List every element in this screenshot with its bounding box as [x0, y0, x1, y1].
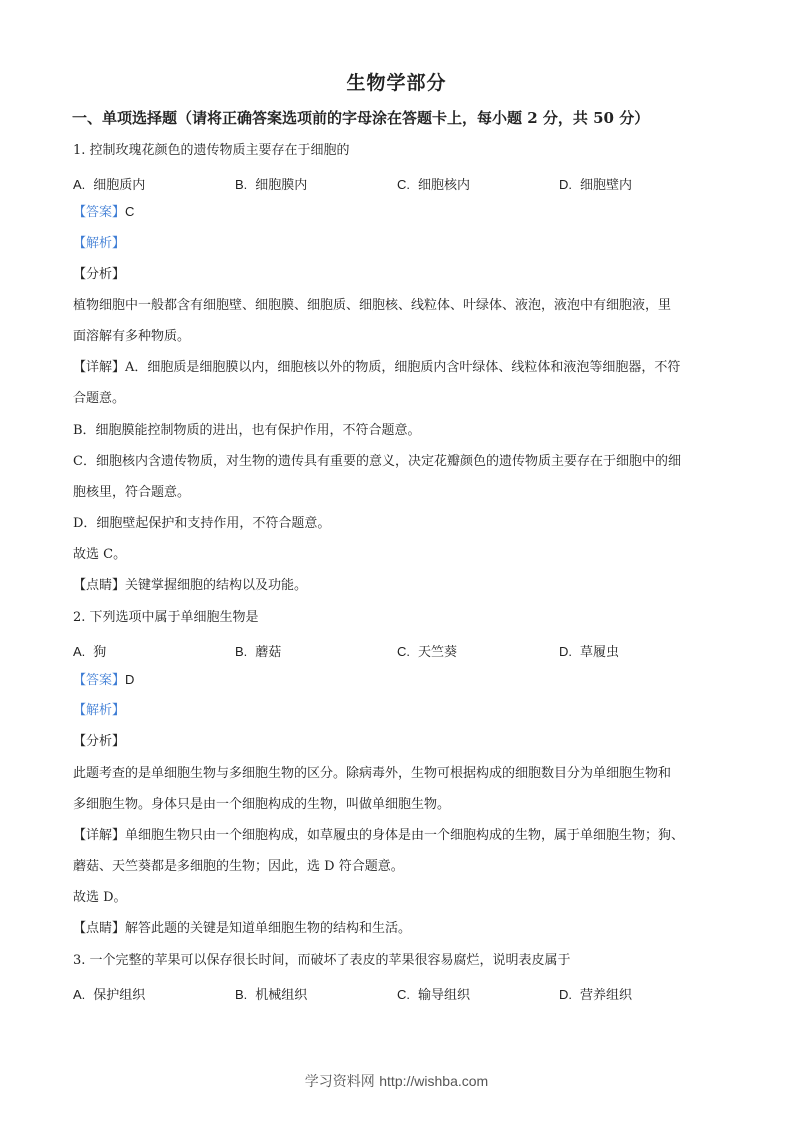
- q1-detail-line-5: 胞核里，符合题意。: [73, 485, 191, 500]
- q1-answer: 【答案】C: [73, 204, 135, 220]
- q3-option-a: A. 保护组织: [73, 987, 146, 1003]
- q2-option-d: D. 草履虫: [559, 644, 620, 660]
- q3-options: [73, 984, 723, 1002]
- q3-stem: 3. 一个完整的苹果可以保存很长时间，而破坏了表皮的苹果很容易腐烂，说明表皮属于: [73, 953, 571, 968]
- footer-url[interactable]: http://wishba.com: [379, 1073, 489, 1089]
- q3-option-c: C. 输导组织: [397, 987, 471, 1003]
- q2-option-b: B. 蘑菇: [235, 644, 282, 660]
- q2-key-point: 【点睛】解答此题的关键是知道单细胞生物的结构和生活。: [73, 921, 412, 936]
- q2-option-c: C. 天竺葵: [397, 644, 458, 660]
- q1-detail-line-3: B．细胞膜能控制物质的进出，也有保护作用，不符合题意。: [73, 423, 421, 438]
- q1-fenxi-tag: 【分析】: [73, 267, 126, 282]
- q1-detail-line-2: 合题意。: [73, 391, 126, 406]
- q1-fenxi-line-1: 植物细胞中一般都含有细胞壁、细胞膜、细胞质、细胞核、线粒体、叶绿体、液泡，液泡中有细胞液，里: [73, 298, 672, 313]
- q3-option-b: B. 机械组织: [235, 987, 308, 1003]
- q2-fenxi-tag: 【分析】: [73, 734, 126, 749]
- q3-option-d: D. 营养组织: [559, 987, 633, 1003]
- q1-key-point: 【点睛】关键掌握细胞的结构以及功能。: [73, 578, 308, 593]
- q2-detail-line-2: 蘑菇、天竺葵都是多细胞的生物；因此，选 D 符合题意。: [73, 859, 404, 874]
- q1-detail-line-6: D．细胞壁起保护和支持作用，不符合题意。: [73, 516, 331, 531]
- q2-fenxi-line-2: 多细胞生物。身体只是由一个细胞构成的生物，叫做单细胞生物。: [73, 797, 451, 812]
- q2-option-a: A. 狗: [73, 644, 107, 660]
- q1-option-a: A. 细胞质内: [73, 177, 146, 193]
- q1-detail-line-4: C．细胞核内含遗传物质，对生物的遗传具有重要的意义，决定花瓣颜色的遗传物质主要存在于细胞中的细: [73, 454, 681, 469]
- q2-answer: 【答案】D: [73, 672, 135, 688]
- q2-stem: 2. 下列选项中属于单细胞生物是: [73, 610, 259, 625]
- section-heading: 一、单项选择题（请将正确答案选项前的字母涂在答题卡上，每小题 2 分，共 50 分）: [72, 109, 650, 127]
- q1-jiexi-tag: 【解析】: [73, 236, 126, 251]
- page-footer: [0, 1071, 793, 1091]
- q1-detail-line-1: 【详解】A．细胞质是细胞膜以内，细胞核以外的物质，细胞质内含叶绿体、线粒体和液泡等细胞器，不符: [73, 360, 681, 375]
- q1-option-b: B. 细胞膜内: [235, 177, 308, 193]
- q2-detail-line-1: 【详解】单细胞生物只由一个细胞构成，如草履虫的身体是由一个细胞构成的生物，属于单细胞生物；狗、: [73, 828, 685, 843]
- q1-option-c: C. 细胞核内: [397, 177, 471, 193]
- q2-conclusion: 故选 D。: [73, 890, 127, 905]
- q1-option-d: D. 细胞壁内: [559, 177, 633, 193]
- q1-options: [73, 174, 723, 192]
- page-title: 生物学部分: [346, 72, 447, 94]
- q2-fenxi-line-1: 此题考查的是单细胞生物与多细胞生物的区分。除病毒外，生物可根据构成的细胞数目分为单细胞生物和: [73, 766, 672, 781]
- footer-site-name: 学习资料网: [304, 1074, 375, 1090]
- q1-stem: 1. 控制玫瑰花颜色的遗传物质主要存在于细胞的: [73, 143, 350, 158]
- q1-fenxi-line-2: 面溶解有多种物质。: [73, 329, 191, 344]
- q2-jiexi-tag: 【解析】: [73, 703, 126, 718]
- q2-options: [73, 641, 723, 659]
- q1-conclusion: 故选 C。: [73, 547, 127, 562]
